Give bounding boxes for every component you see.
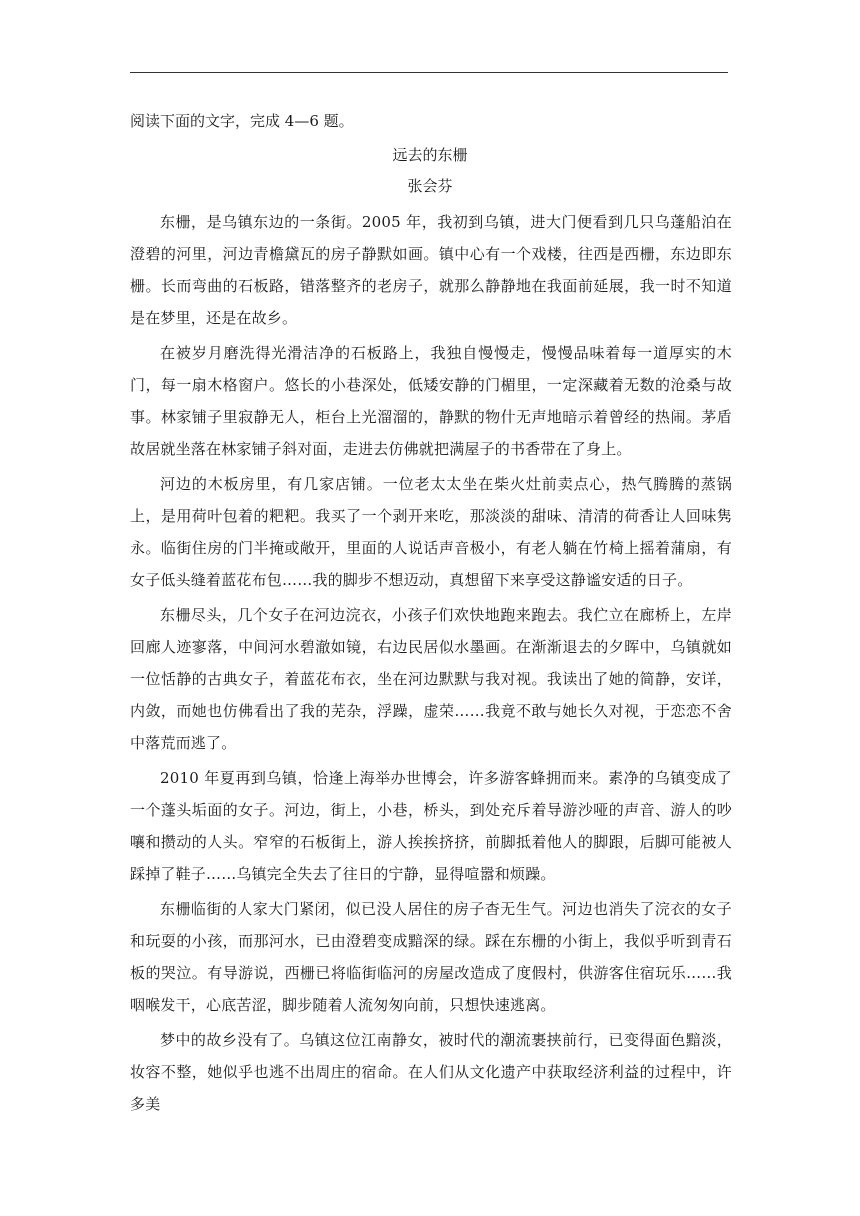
header-rule: [130, 72, 728, 73]
article-title: 远去的东栅: [392, 146, 468, 164]
paragraph: 河边的木板房里，有几家店铺。一位老太太坐在柴火灶前卖点心，热气腾腾的蒸锅上，是用荷叶包着的粑粑。我买了一个剥开来吃，那淡淡的甜味、清清的荷香让人回味隽永。临街住房的门半掩或敞开，里面的人说话声音极小，有老人躺在竹椅上摇着蒲扇，有女子低头缝着蓝花布包……我的脚步不想迈动，真想留下来享受这静谧安适的日子。: [130, 475, 732, 589]
question-instruction: 阅读下面的文字，完成 4—6 题。: [130, 112, 354, 130]
paragraph: 东栅，是乌镇东边的一条街。2005 年，我初到乌镇，进大门便看到几只乌蓬船泊在澄碧的河里，河边青檐黛瓦的房子静默如画。镇中心有一个戏楼，往西是西栅，东边即东栅。长而弯曲的石板路，错落整齐的老房子，就那么静静地在我面前延展，我一时不知道是在梦里，还是在故乡。: [130, 213, 732, 327]
paragraph: 在被岁月磨洗得光滑洁净的石板路上，我独自慢慢走，慢慢品味着每一道厚实的木门，每一扇木格窗户。悠长的小巷深处，低矮安静的门楣里，一定深藏着无数的沧桑与故事。林家铺子里寂静无人，柜台上光溜溜的，静默的物什无声地暗示着曾经的热闹。茅盾故居就坐落在林家铺子斜对面，走进去仿佛就把满屋子的书香带在了身上。: [130, 344, 732, 458]
paragraph: 梦中的故乡没有了。乌镇这位江南静女，被时代的潮流裹挟前行，已变得面色黯淡，妆容不整，她似乎也逃不出周庄的宿命。在人们从文化遗产中获取经济利益的过程中，许多美: [130, 1031, 732, 1113]
paragraph: 东栅尽头，几个女子在河边浣衣，小孩子们欢快地跑来跑去。我伫立在廊桥上，左岸回廊人迹寥落，中间河水碧澈如镜，右边民居似水墨画。在渐渐退去的夕晖中，乌镇就如一位恬静的古典女子，着蓝花布衣，坐在河边默默与我对视。我读出了她的简静，安详，内敛，而她也仿佛看出了我的芜杂，浮躁，虚荣……我竟不敢与她长久对视，于恋恋不舍中落荒而逃了。: [130, 606, 732, 752]
paragraph: 2010 年夏再到乌镇，恰逢上海举办世博会，许多游客蜂拥而来。素净的乌镇变成了一个蓬头垢面的女子。河边，街上，小巷，桥头，到处充斥着导游沙哑的声音、游人的吵嚷和攒动的人头。窄窄的石板街上，游人挨挨挤挤，前脚抵着他人的脚跟，后脚可能被人踩掉了鞋子……乌镇完全失去了往日的宁静，显得喧嚣和烦躁。: [130, 769, 732, 883]
paragraph: 东栅临街的人家大门紧闭，似已没人居住的房子杳无生气。河边也消失了浣衣的女子和玩耍的小孩，而那河水，已由澄碧变成黯深的绿。踩在东栅的小街上，我似乎听到青石板的哭泣。有导游说，西栅已将临街临河的房屋改造成了度假村，供游客住宿玩乐……我咽喉发干，心底苦涩，脚步随着人流匆匆向前，只想快速逃离。: [130, 900, 732, 1014]
article-body: [130, 206, 732, 1123]
article-author: 张会芬: [407, 177, 453, 195]
